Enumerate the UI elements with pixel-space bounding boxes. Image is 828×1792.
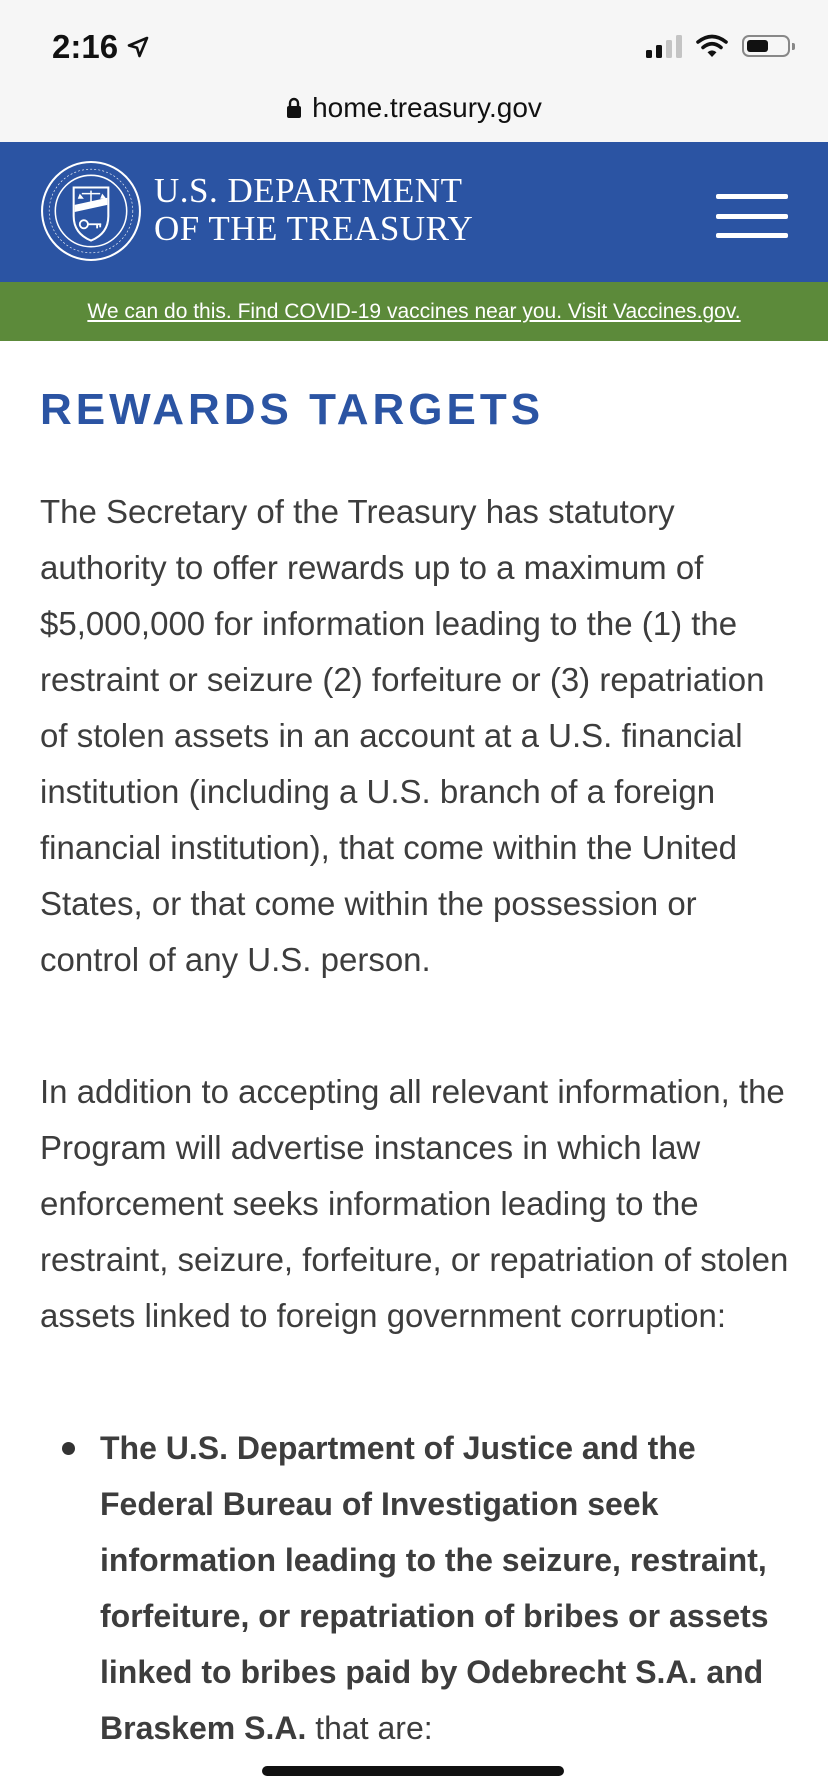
address-bar[interactable] [0,74,828,143]
lock-icon [286,97,302,119]
wifi-icon [696,34,728,58]
location-arrow-icon [126,35,150,59]
url-text[interactable]: home.treasury.gov [312,92,542,123]
site-brand[interactable] [154,172,473,248]
intro-paragraph: The Secretary of the Treasury has statutory authority to offer rewards up to a maximum of $5,000,000 for information leading to the (1) the restraint or seizure (2) forfeiture or (3) repatriation of stolen assets in an account at a U.S. financial institution (including a U.S. branch of a foreign financial institution), that come within the United States, or that come within the possession or control of any U.S. person. [40,493,765,978]
status-time [52,28,150,66]
battery-icon [742,35,790,57]
rewards-list [40,1420,800,1756]
status-icons [646,34,790,58]
list-item [40,1420,800,1756]
treasury-seal-icon[interactable] [40,160,142,262]
time-text: 2:16 [52,28,119,65]
list-item-bold-text: The U.S. Department of Justice and the Federal Bureau of Investigation seek information leading to the seizure, restraint, forfeiture, or repatriation of bribes or assets linked to bribes paid by Odebrecht S.A. and Braskem S.A. [100,1430,769,1746]
main-content [40,378,800,1756]
cellular-signal-icon [646,34,682,58]
home-indicator[interactable] [262,1766,564,1776]
program-paragraph: In addition to accepting all relevant information, the Program will advertise instances in which law enforcement seeks information leading to the restraint, seizure, forfeiture, or repatriation of stolen assets linked to foreign government corruption: [40,1073,789,1334]
page-title: REWARDS TARGETS [40,385,545,434]
brand-line-1: U.S. DEPARTMENT [154,171,463,210]
covid-banner-link[interactable]: We can do this. Find COVID-19 vaccines near you. Visit Vaccines.gov. [87,299,741,323]
brand-line-2: OF THE TREASURY [154,209,474,248]
list-item-trailing-text: that are: [306,1710,433,1746]
site-header [0,142,828,282]
hamburger-menu-icon[interactable] [716,194,788,238]
covid-banner [0,282,828,341]
